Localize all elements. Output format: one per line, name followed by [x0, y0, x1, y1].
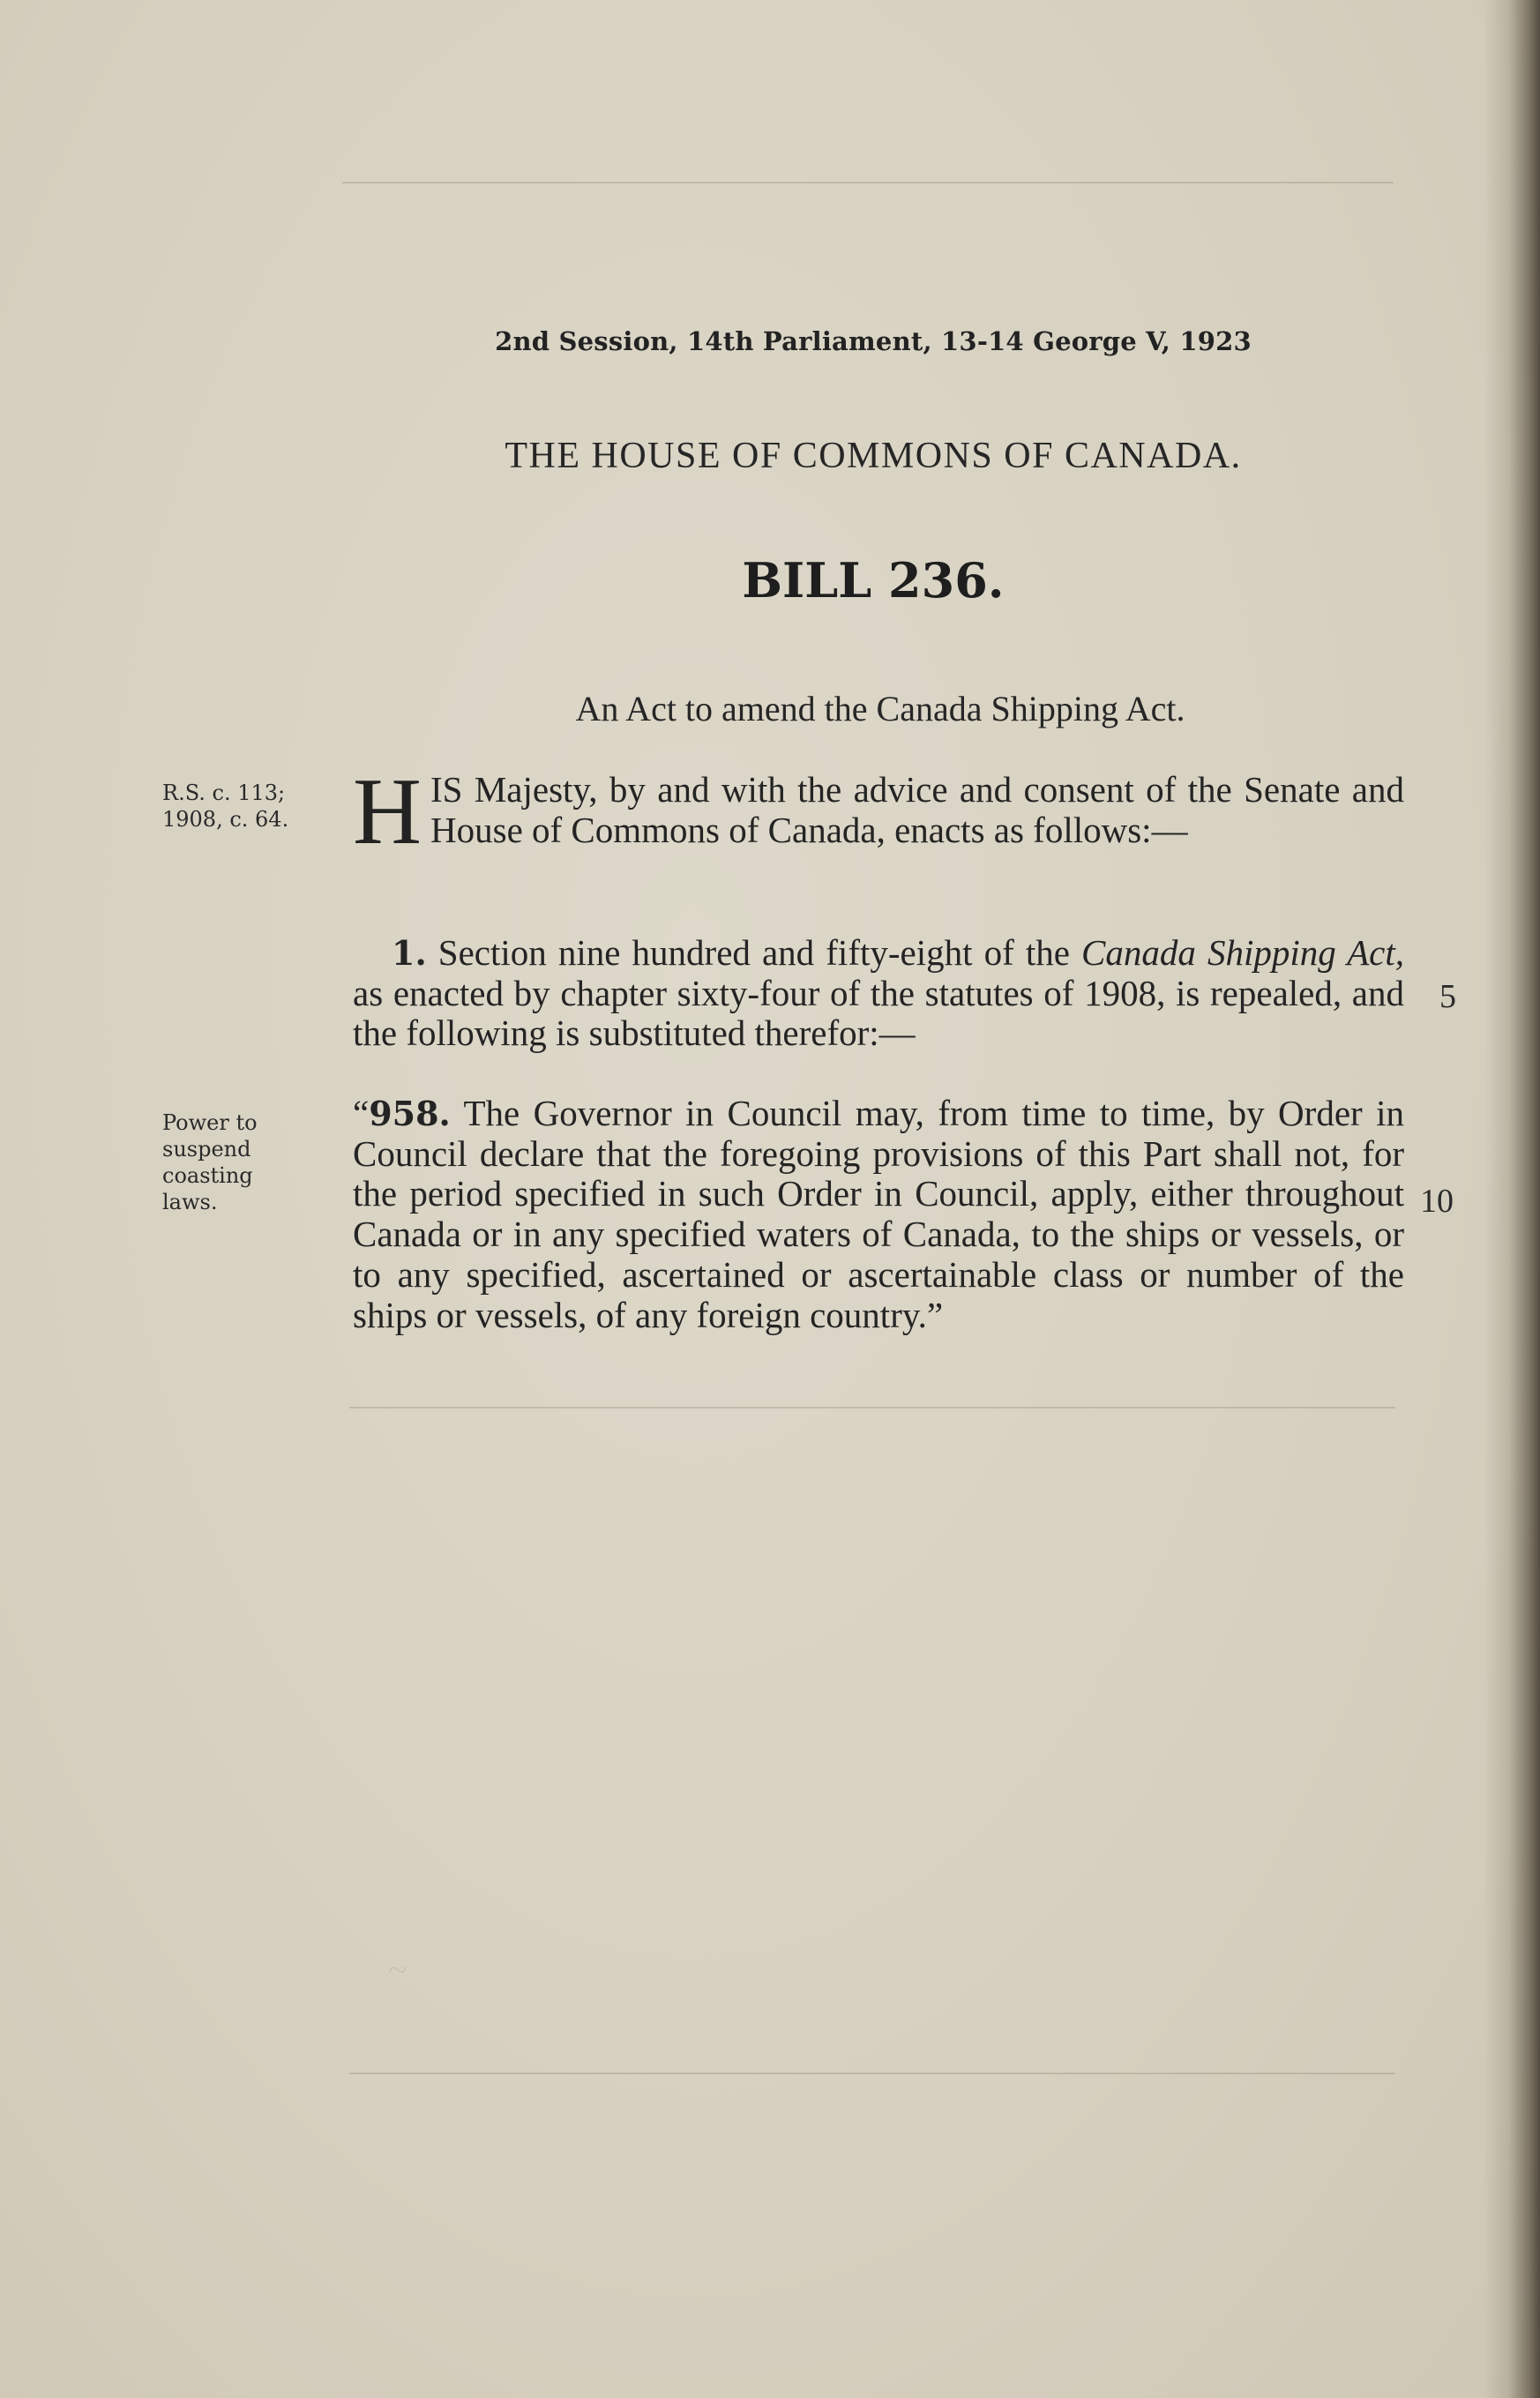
- section-958: [353, 1094, 1404, 1335]
- section-text: The Governor in Council may, from time to time, by Order in Council declare that the foregoing provisions of this Part shall not, for the period specified in such Order in Council, apply, either throughout Canada or in any specified waters of Canada, to the ships or vessels, or to any specified, ascertained or ascertainable class or number of the ships or vessels, of any foreign country.”: [353, 1093, 1404, 1335]
- session-line: 2nd Session, 14th Parliament, 13-14 George V, 1923: [495, 326, 1252, 356]
- margin-note-line: 1908, c. 64.: [162, 807, 289, 832]
- margin-note-power: [162, 1109, 258, 1215]
- section-text-after: as enacted by chapter sixty-four of the statutes of 1908, is repealed, and the following is substituted therefor:—: [353, 972, 1404, 1054]
- bleed-through-text: ~: [388, 1950, 409, 1990]
- section-number: 958.: [369, 1094, 451, 1133]
- bill-number: BILL 236.: [742, 552, 1005, 609]
- margin-note-citation: [162, 780, 288, 833]
- margin-note-line: laws.: [162, 1190, 218, 1214]
- drop-cap: H: [353, 759, 422, 864]
- binding-shadow: [1484, 0, 1540, 2398]
- enacting-clause: [353, 759, 1404, 864]
- line-number-5: 5: [1439, 978, 1456, 1015]
- act-name: Canada Shipping Act,: [1081, 932, 1405, 973]
- enacting-text: IS Majesty, by and with the advice and consent of the Senate and House of Commons of Canada, enacts as follows:—: [430, 769, 1404, 850]
- margin-note-line: suspend: [162, 1137, 251, 1162]
- line-number-10: 10: [1420, 1183, 1454, 1220]
- header-rule: [342, 182, 1394, 183]
- house-title: THE HOUSE OF COMMONS OF CANADA.: [505, 436, 1242, 476]
- section-number: 1.: [392, 933, 427, 973]
- footer-rule: [349, 1407, 1395, 1408]
- margin-note-line: Power to: [162, 1110, 258, 1135]
- section-text-before: Section nine hundred and fifty-eight of the: [437, 932, 1070, 973]
- section-1: [353, 933, 1404, 1054]
- margin-note-line: R.S. c. 113;: [162, 781, 286, 805]
- bottom-rule: [349, 2073, 1395, 2074]
- open-quote: “: [353, 1093, 370, 1133]
- short-title: An Act to amend the Canada Shipping Act.: [575, 689, 1185, 728]
- margin-note-line: coasting: [162, 1163, 253, 1188]
